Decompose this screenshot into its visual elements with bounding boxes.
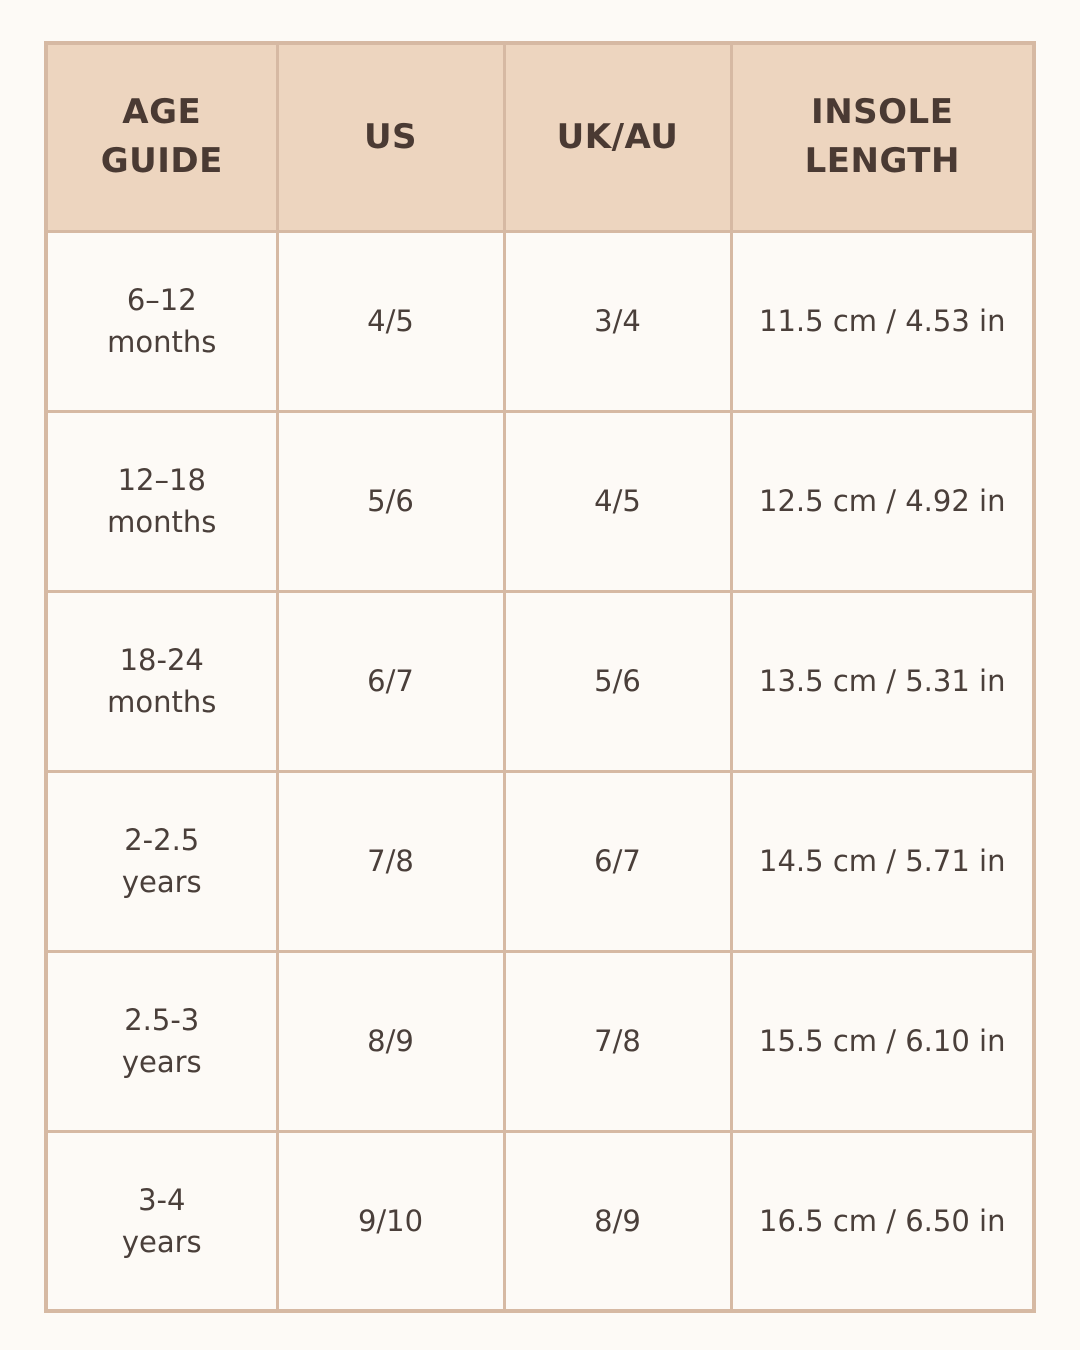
- age-range: 2.5-3: [124, 1003, 200, 1037]
- header-age-guide-line-2: GUIDE: [100, 141, 223, 182]
- age-unit: months: [107, 685, 217, 719]
- age-cell: [46, 1131, 277, 1311]
- us-size-cell: 5/6: [277, 411, 504, 591]
- header-insole-length-line-1: INSOLE: [811, 92, 954, 133]
- age-cell: [46, 951, 277, 1131]
- insole-length-cell: 14.5 cm / 5.71 in: [731, 771, 1034, 951]
- age-cell: [46, 411, 277, 591]
- header-age-guide: [46, 43, 277, 231]
- age-unit: months: [107, 505, 217, 539]
- uk-au-size-cell: 5/6: [504, 591, 731, 771]
- age-range: 6–12: [126, 283, 197, 317]
- header-row: [46, 43, 1034, 231]
- uk-au-size-cell: 8/9: [504, 1131, 731, 1311]
- us-size-cell: 6/7: [277, 591, 504, 771]
- table-row: [46, 231, 1034, 411]
- size-chart-container: [44, 41, 1036, 1309]
- us-size-cell: 4/5: [277, 231, 504, 411]
- age-cell: [46, 771, 277, 951]
- age-unit: months: [107, 325, 217, 359]
- us-size-cell: 8/9: [277, 951, 504, 1131]
- age-cell: [46, 231, 277, 411]
- header-us-label: US: [363, 116, 418, 157]
- insole-length-cell: 15.5 cm / 6.10 in: [731, 951, 1034, 1131]
- header-insole-length-line-2: LENGTH: [804, 141, 960, 182]
- table-row: [46, 951, 1034, 1131]
- header-uk-au-label: UK/AU: [556, 116, 679, 157]
- table-row: [46, 591, 1034, 771]
- insole-length-cell: 13.5 cm / 5.31 in: [731, 591, 1034, 771]
- size-chart-table: [44, 41, 1036, 1313]
- uk-au-size-cell: 6/7: [504, 771, 731, 951]
- us-size-cell: 7/8: [277, 771, 504, 951]
- age-unit: years: [121, 1045, 202, 1079]
- age-unit: years: [121, 1224, 202, 1259]
- header-insole-length: [731, 43, 1034, 231]
- age-unit: years: [121, 865, 202, 899]
- us-size-cell: 9/10: [277, 1131, 504, 1311]
- age-range: 12–18: [117, 463, 206, 497]
- insole-length-cell: 12.5 cm / 4.92 in: [731, 411, 1034, 591]
- uk-au-size-cell: 3/4: [504, 231, 731, 411]
- insole-length-cell: 11.5 cm / 4.53 in: [731, 231, 1034, 411]
- header-age-guide-line-1: AGE: [122, 92, 202, 133]
- header-uk-au: [504, 43, 731, 231]
- age-cell: [46, 591, 277, 771]
- header-us: [277, 43, 504, 231]
- uk-au-size-cell: 7/8: [504, 951, 731, 1131]
- table-row: [46, 1131, 1034, 1311]
- age-range: 3-4: [138, 1182, 186, 1217]
- insole-length-cell: 16.5 cm / 6.50 in: [731, 1131, 1034, 1311]
- table-row: [46, 411, 1034, 591]
- age-range: 18-24: [119, 643, 204, 677]
- table-row: [46, 771, 1034, 951]
- age-range: 2-2.5: [124, 823, 200, 857]
- uk-au-size-cell: 4/5: [504, 411, 731, 591]
